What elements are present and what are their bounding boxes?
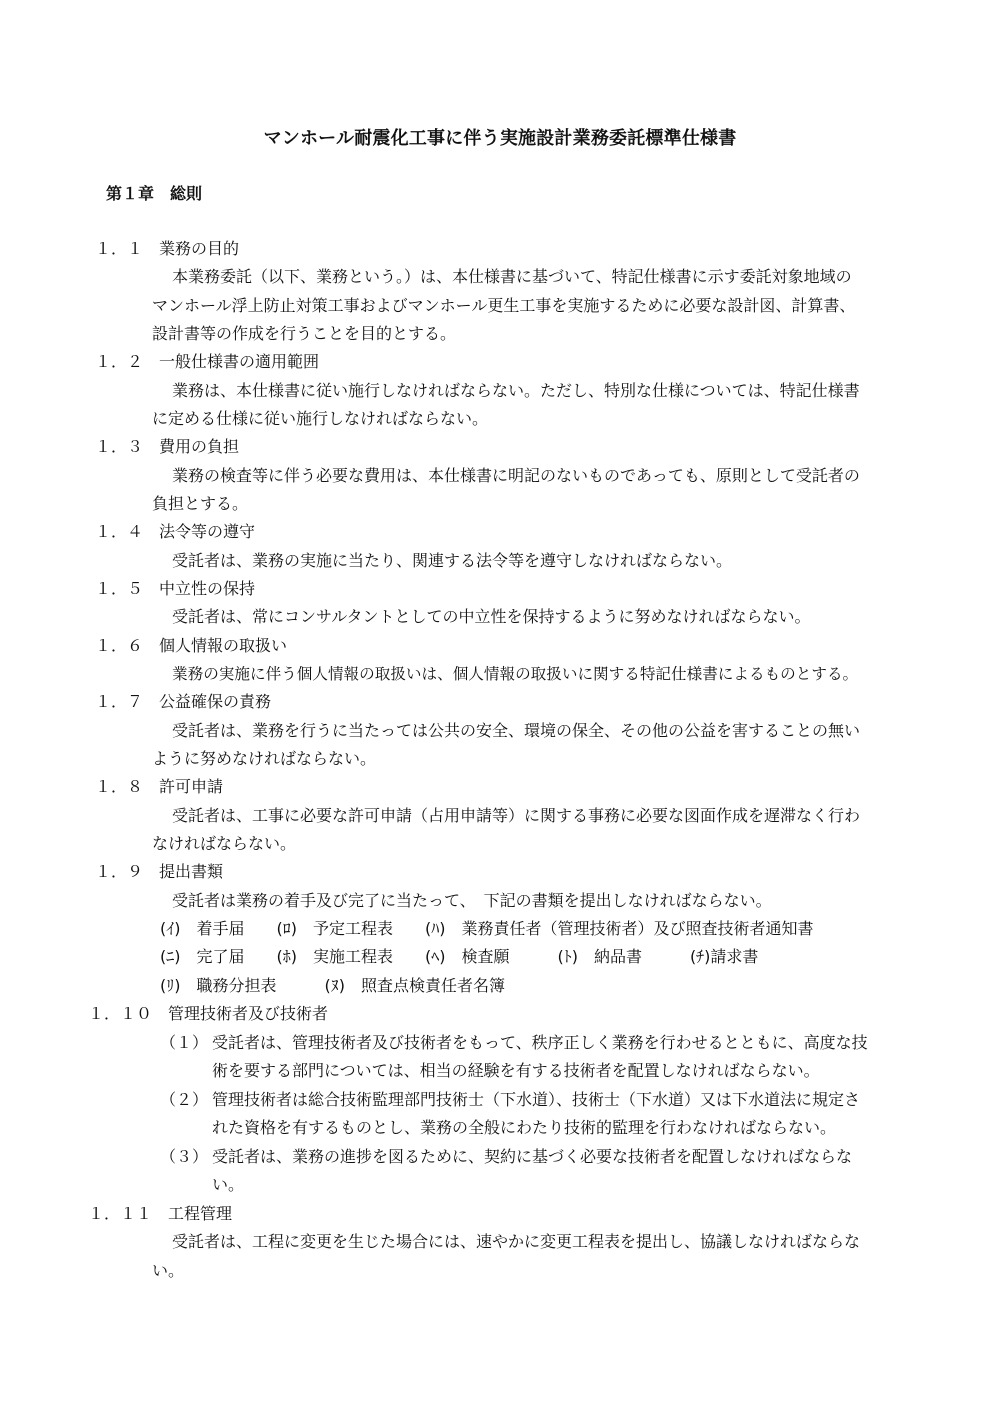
body-line: 受託者は、工程に変更を生じた場合には、速やかに変更工程表を提出し、協議しなければならな	[172, 1232, 861, 1251]
document-list-row: (ﾘ) 職務分担表 (ﾇ) 照査点検責任者名簿	[160, 976, 505, 995]
body-line: マンホール浮上防止対策工事およびマンホール更生工事を実施するために必要な設計図、計算書、	[152, 296, 856, 315]
section-heading-1-7: １．７ 公益確保の責務	[95, 692, 272, 711]
body-line: い。	[152, 1261, 185, 1280]
body-line: なければならない。	[152, 834, 297, 853]
body-line: 受託者は業務の着手及び完了に当たって、 下記の書類を提出しなければならない。	[172, 891, 772, 910]
section-heading-1-5: １．５ 中立性の保持	[95, 579, 256, 598]
section-heading-1-11: １．１１ 工程管理	[88, 1204, 233, 1223]
body-line: 業務の検査等に伴う必要な費用は、本仕様書に明記のないものであっても、原則として受託者の	[172, 466, 860, 485]
body-line: 負担とする。	[152, 494, 249, 513]
body-line: 本業務委託（以下、業務という。）は、本仕様書に基づいて、特記仕様書に示す委託対象地域の	[172, 267, 852, 286]
section-heading-1-3: １．３ 費用の負担	[95, 437, 240, 456]
section-heading-1-1: １．１ 業務の目的	[95, 239, 240, 258]
body-line: 業務の実施に伴う個人情報の取扱いは、個人情報の取扱いに関する特記仕様書によるものとする。	[172, 665, 859, 683]
body-line: ように努めなければならない。	[152, 749, 377, 768]
body-line: 設計書等の作成を行うことを目的とする。	[152, 324, 457, 343]
section-heading-1-4: １．４ 法令等の遵守	[95, 522, 256, 541]
section-heading-1-8: １．８ 許可申請	[95, 777, 224, 796]
item-line: 術を要する部門については、相当の経験を有する技術者を配置しなければならない。	[212, 1061, 820, 1080]
item-line: 受託者は、業務の進捗を図るために、契約に基づく必要な技術者を配置しなければならな	[212, 1147, 853, 1166]
document-list-row: (ﾆ) 完了届 (ﾎ) 実施工程表 (ﾍ) 検査願 (ﾄ) 納品書 (ﾁ)請求書	[160, 947, 759, 966]
section-heading-1-2: １．２ 一般仕様書の適用範囲	[95, 352, 320, 371]
item-number: （３）	[160, 1147, 209, 1166]
chapter-heading: 第１章 総則	[106, 184, 203, 203]
item-number: （１）	[160, 1033, 209, 1052]
item-number: （２）	[160, 1090, 209, 1109]
body-line: 受託者は、業務の実施に当たり、関連する法令等を遵守しなければならない。	[172, 551, 733, 570]
body-line: 受託者は、工事に必要な許可申請（占用申請等）に関する事務に必要な図面作成を遅滞なく行わ	[172, 806, 861, 825]
body-line: 受託者は、常にコンサルタントとしての中立性を保持するように努めなければならない。	[172, 607, 811, 626]
document-title: マンホール耐震化工事に伴う実施設計業務委託標準仕様書	[263, 128, 737, 149]
item-line: い。	[212, 1175, 245, 1194]
body-line: 業務は、本仕様書に従い施行しなければならない。ただし、特別な仕様については、特記仕様書	[172, 381, 860, 400]
item-line: れた資格を有するものとし、業務の全般にわたり技術的監理を行わなければならない。	[212, 1118, 837, 1137]
item-line: 管理技術者は総合技術監理部門技術士（下水道）、技術士（下水道）又は下水道法に規定さ	[212, 1090, 861, 1109]
document-list-row: (ｲ) 着手届 (ﾛ) 予定工程表 (ﾊ) 業務責任者（管理技術者）及び照査技術者通知書	[160, 919, 814, 938]
section-heading-1-10: １．１０ 管理技術者及び技術者	[88, 1004, 329, 1023]
item-line: 受託者は、管理技術者及び技術者をもって、秩序正しく業務を行わせるとともに、高度な技	[212, 1033, 868, 1052]
section-heading-1-9: １．９ 提出書類	[95, 862, 224, 881]
section-heading-1-6: １．６ 個人情報の取扱い	[95, 636, 288, 655]
body-line: 受託者は、業務を行うに当たっては公共の安全、環境の保全、その他の公益を害することの無い	[172, 721, 861, 740]
body-line: に定める仕様に従い施行しなければならない。	[152, 409, 489, 428]
